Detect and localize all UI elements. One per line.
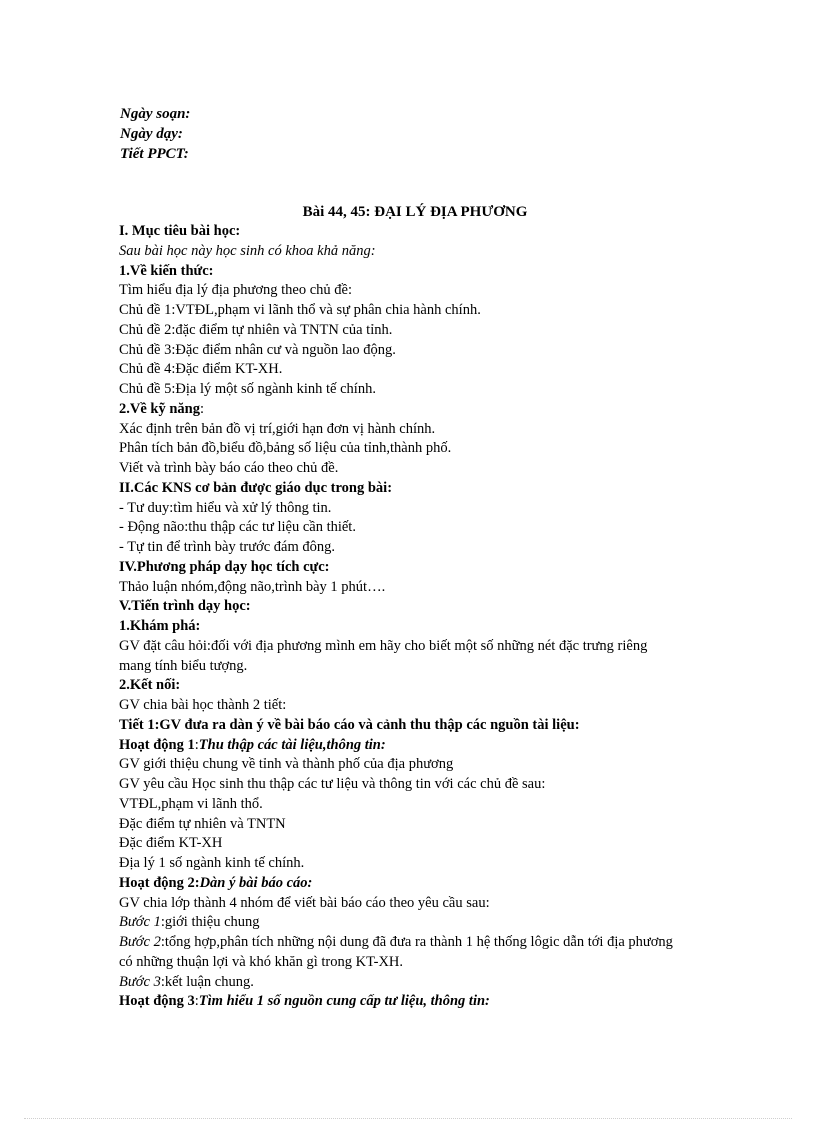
hd2-buoc-1 [119, 913, 719, 933]
hd2-buoc-2 [119, 933, 684, 973]
lesson-title: Bài 44, 45: ĐẠI LÝ ĐỊA PHƯƠNG [302, 204, 528, 220]
buoc-2-text: :tổng hợp,phân tích những nội dung đã đưa ra thành 1 hệ thống lôgic dẫn tới địa phương có những thuận lợi và khó khăn gì trong KT-XH. [119, 934, 673, 970]
buoc-3-text: :kết luận chung. [160, 973, 254, 990]
tien-trinh-heading: V.Tiến trình dạy học: [119, 598, 251, 615]
ket-noi-heading: 2.Kết nối: [119, 677, 181, 694]
hd1-title: Thu thập các tài liệu,thông tin: [198, 736, 386, 753]
buoc-3-label: Bước 3 [119, 973, 161, 990]
lesson-header [120, 104, 190, 164]
muc-tieu-heading: I. Mục tiêu bài học: [119, 223, 241, 239]
page-bottom-divider [24, 1118, 792, 1119]
hd2-heading [119, 874, 719, 894]
hd3-label: Hoạt động 3 [119, 993, 195, 1010]
hd1-colon: : [194, 736, 199, 753]
phuong-phap-heading: IV.Phương pháp dạy học tích cực: [119, 558, 330, 575]
ky-nang-colon: : [199, 400, 205, 417]
kns-heading: II.Các KNS cơ bản được giáo dục trong bài: [119, 479, 393, 496]
hd1-label: Hoạt động 1 [119, 736, 195, 753]
muc-tieu-intro: Sau bài học này học sinh có khoa khả năng: [119, 242, 376, 259]
hd1-item: Địa lý 1 số ngành kinh tế chính. [119, 855, 305, 871]
chu-de-2: Chủ đề 2:đặc điểm tự nhiên và TNTN của tỉnh. [119, 321, 393, 338]
hd3-title: Tìm hiểu 1 số nguồn cung cấp tư liệu, thông tin: [198, 993, 490, 1010]
hd2-label: Hoạt động 2: [119, 874, 200, 891]
tiet-ppct: Tiết PPCT: [120, 146, 189, 162]
tiet-1-heading: Tiết 1:GV đưa ra dàn ý về bài báo cáo và cảnh thu thập các nguồn tài liệu: [119, 716, 580, 733]
chu-de-1: Chủ đề 1:VTĐL,phạm vi lãnh thổ và sự phân chia hành chính. [119, 302, 481, 318]
ky-nang-item: Viết và trình bày báo cáo theo chủ đề. [119, 460, 339, 476]
kns-item: - Động não:thu thập các tư liệu cần thiết. [119, 519, 356, 536]
hd2-title: Dàn ý bài báo cáo: [199, 874, 313, 891]
ngay-soan: Ngày soạn: [120, 106, 191, 122]
hd3-heading [119, 992, 719, 1012]
chu-de-4: Chủ đề 4:Đặc điểm KT-XH. [119, 361, 283, 378]
chu-de-5: Chủ đề 5:Địa lý một số ngành kinh tế chính. [119, 381, 376, 397]
hd1-item: Đặc điểm tự nhiên và TNTN [119, 815, 286, 832]
buoc-1-label: Bước 1 [119, 914, 161, 931]
kns-item: - Tư duy:tìm hiểu và xử lý thông tin. [119, 499, 332, 516]
ngay-day: Ngày dạy: [120, 126, 183, 142]
hd2-intro: GV chia lớp thành 4 nhóm để viết bài báo cáo theo yêu cầu sau: [119, 894, 490, 911]
hd1-item: VTĐL,phạm vi lãnh thổ. [119, 795, 263, 812]
kns-item: - Tự tin để trình bày trước đám đông. [119, 539, 336, 555]
ket-noi-text: GV chia bài học thành 2 tiết: [119, 697, 287, 713]
kham-pha-heading: 1.Khám phá: [119, 618, 201, 634]
hd1-item: GV giới thiệu chung về tỉnh và thành phố của địa phương [119, 756, 454, 773]
kham-pha-text: GV đặt câu hỏi:đối với địa phương mình em hãy cho biết một số những nét đặc trưng riêng mang tính biểu tượng. [119, 637, 648, 674]
kien-thuc-line: Tìm hiểu địa lý địa phương theo chủ đề: [119, 282, 352, 299]
chu-de-3: Chủ đề 3:Đặc điểm nhân cư và nguồn lao động. [119, 341, 396, 358]
kien-thuc-heading: 1.Về kiến thức: [119, 262, 214, 279]
hd2-buoc-3 [119, 973, 719, 993]
buoc-1-text: :giới thiệu chung [160, 914, 260, 931]
ky-nang-item: Phân tích bản đồ,biểu đồ,bảng số liệu của tỉnh,thành phố. [119, 440, 452, 457]
hd3-colon: : [194, 993, 199, 1010]
hd1-heading [119, 736, 719, 756]
ky-nang-heading: 2.Về kỹ năng [119, 400, 200, 417]
phuong-phap-text: Thảo luận nhóm,động não,trình bày 1 phút…. [119, 578, 386, 595]
hd1-item: Đặc điểm KT-XH [119, 835, 223, 852]
ky-nang-item: Xác định trên bản đồ vị trí,giới hạn đơn vị hành chính. [119, 420, 436, 437]
hd1-item: GV yêu cầu Học sinh thu thập các tư liệu và thông tin với các chủ đề sau: [119, 776, 546, 792]
lesson-title-row [0, 202, 816, 222]
lesson-body [119, 222, 719, 1012]
buoc-2-label: Bước 2 [119, 934, 161, 950]
ky-nang-heading-line [119, 400, 719, 420]
